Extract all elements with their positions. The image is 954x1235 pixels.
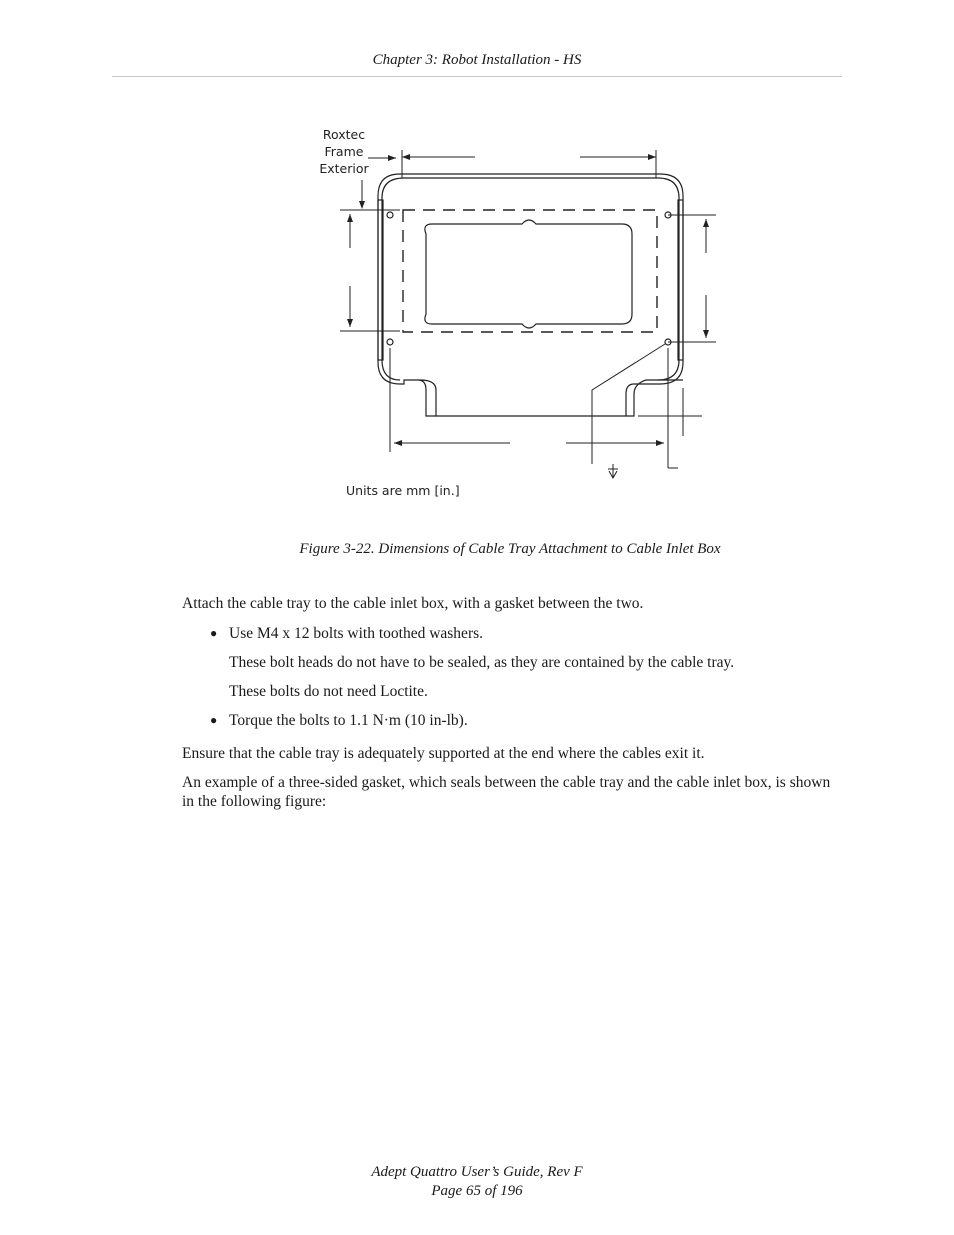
bolt-hole-bl: [387, 339, 393, 345]
sub-note-loctite: These bolts do not need Loctite.: [229, 683, 428, 700]
arrow-left-up: [347, 214, 353, 222]
support-paragraph: Ensure that the cable tray is adequately supported at the end where the cables exit it.: [182, 745, 705, 762]
bullet-marker: ●: [210, 626, 218, 640]
page-footer: [0, 1163, 954, 1201]
intro-paragraph: Attach the cable tray to the cable inlet box, with a gasket between the two.: [182, 595, 644, 612]
roxtec-label-line3: Exterior: [319, 161, 369, 176]
sub-note-sealing: These bolt heads do not have to be sealed, as they are contained by the cable tray.: [229, 654, 735, 671]
units-note: Units are mm [in.]: [346, 483, 460, 498]
bolt-hole-tl: [387, 212, 393, 218]
arrow-roxtec: [388, 155, 396, 161]
arrow-right-up: [703, 219, 709, 227]
arrow-top-left: [402, 154, 410, 160]
roxtec-label-line2: Frame: [324, 144, 364, 159]
dim-left-ext: [340, 210, 400, 331]
arrow-left-down: [347, 319, 353, 327]
bullet-torque: Torque the bolts to 1.1 N·m (10 in-lb).: [229, 712, 468, 729]
figure-caption: Figure 3-22. Dimensions of Cable Tray Attachment to Cable Inlet Box: [299, 541, 721, 557]
gasket-paragraph: An example of a three-sided gasket, which seals between the cable tray and the cable inlet box, is shown in the following figure:: [182, 774, 831, 810]
cable-tray-dimension-drawing: [300, 118, 730, 508]
roxtec-frame-exterior-label: [314, 126, 374, 177]
bullet-bolts: Use M4 x 12 bolts with toothed washers.: [229, 625, 484, 642]
arrow-roxtec-down: [359, 201, 365, 209]
dashed-outline: [403, 210, 657, 332]
footer-page-number: Page 65 of 196: [431, 1183, 523, 1199]
footer-guide-title: Adept Quattro User’s Guide, Rev F: [371, 1164, 583, 1180]
bullet-marker: ●: [210, 713, 218, 727]
header-divider: [112, 76, 842, 77]
dim-right-ext: [668, 215, 716, 342]
page-header: Chapter 3: Robot Installation - HS: [372, 52, 582, 68]
leader-bolt: [592, 344, 665, 464]
arrow-bottom-right: [656, 440, 664, 446]
arrow-top-right: [648, 154, 656, 160]
depth-symbol: [608, 464, 618, 478]
roxtec-label-line1: Roxtec: [322, 127, 366, 142]
arrow-bottom-left: [394, 440, 402, 446]
dim-depth: [638, 388, 702, 436]
arrow-right-down: [703, 330, 709, 338]
inner-cutout: [425, 220, 632, 328]
